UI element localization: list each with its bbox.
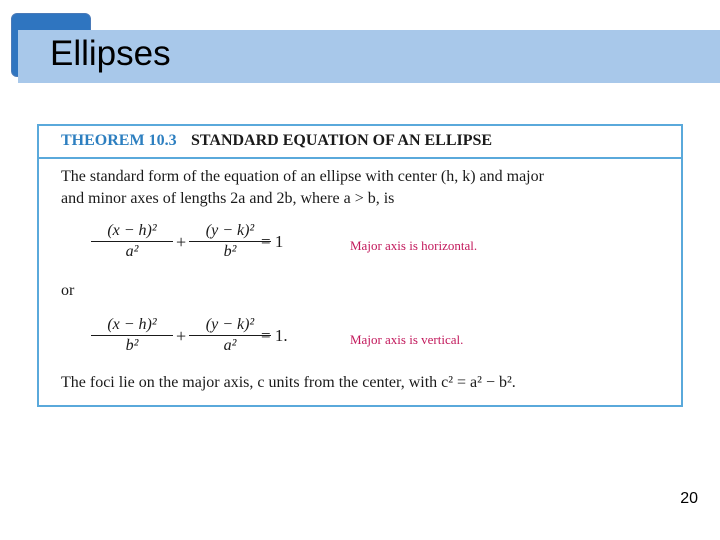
theorem-name: STANDARD EQUATION OF AN ELLIPSE [191, 132, 493, 149]
connector-or: or [61, 282, 75, 299]
theorem-intro-line1: The standard form of the equation of an ellipse with center (h, k) and major [61, 168, 544, 185]
eq1-fraction-x [91, 222, 173, 261]
theorem-box [37, 124, 683, 407]
eq2-numerator-y: (y − k)² [205, 316, 255, 333]
theorem-intro-line2: and minor axes of lengths 2a and 2b, where a > b, is [61, 190, 395, 207]
eq1-denominator-x: a² [125, 243, 139, 260]
eq2-numerator-x: (x − h)² [107, 316, 157, 333]
eq2-fraction-x [91, 316, 173, 355]
eq2-note: Major axis is vertical. [350, 332, 464, 347]
foci-statement: The foci lie on the major axis, c units from the center, with c² = a² − b². [61, 374, 516, 391]
theorem-number: THEOREM 10.3 [61, 132, 177, 149]
theorem-header [39, 126, 681, 159]
slide-title: Ellipses [50, 34, 171, 73]
eq2-rhs: = 1. [261, 326, 288, 345]
eq1-note: Major axis is horizontal. [350, 238, 478, 253]
eq1-denominator-y: b² [223, 243, 237, 260]
eq1-numerator-y: (y − k)² [205, 222, 255, 239]
eq2-denominator-x: b² [125, 337, 139, 354]
eq1-plus: + [176, 232, 187, 252]
page-number: 20 [680, 490, 698, 507]
eq1-numerator-x: (x − h)² [107, 222, 157, 239]
eq2-denominator-y: a² [223, 337, 237, 354]
eq2-plus: + [176, 326, 187, 346]
eq2-fraction-y [189, 316, 271, 355]
eq1-fraction-y [189, 222, 271, 261]
eq1-rhs: = 1 [261, 232, 284, 251]
